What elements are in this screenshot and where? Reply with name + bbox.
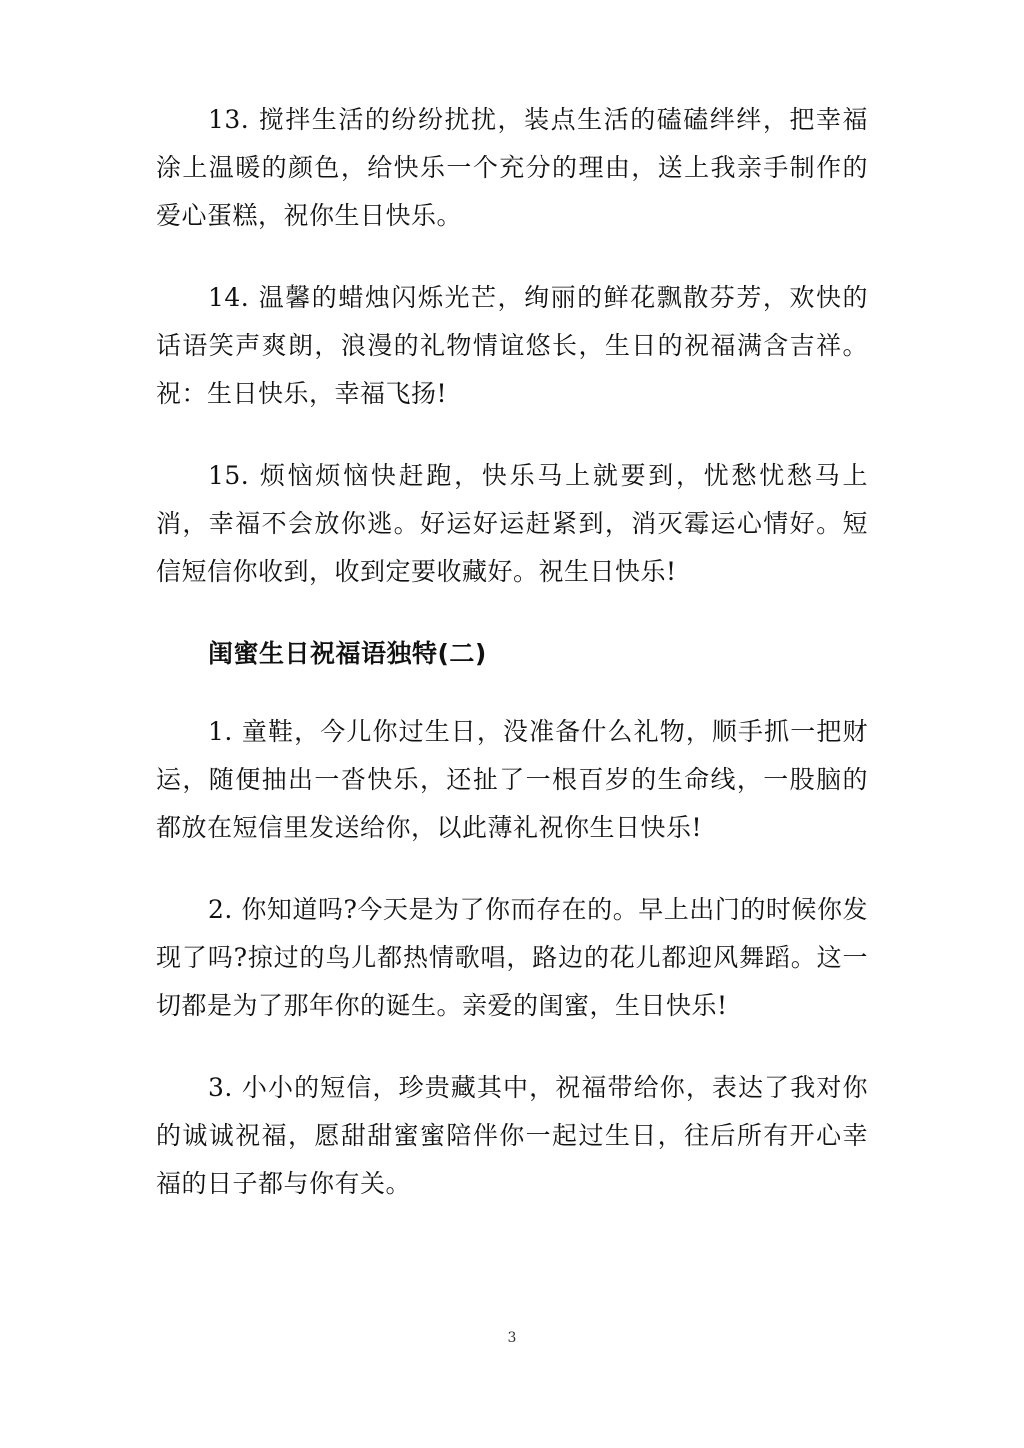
document-body: [156, 96, 868, 1242]
paragraph-13: 13. 搅拌生活的纷纷扰扰，装点生活的磕磕绊绊，把幸福涂上温暖的颜色，给快乐一个充分的理由，送上我亲手制作的爱心蛋糕，祝你生日快乐。: [156, 105, 868, 230]
page-number: 3: [507, 1330, 517, 1346]
paragraph-2: 2. 你知道吗?今天是为了你而存在的。早上出门的时候你发现了吗?掠过的鸟儿都热情歌唱，路边的花儿都迎风舞蹈。这一切都是为了那年你的诞生。亲爱的闺蜜，生日快乐!: [156, 895, 868, 1020]
paragraph-3: 3. 小小的短信，珍贵藏其中，祝福带给你，表达了我对你的诚诚祝福，愿甜甜蜜蜜陪伴你一起过生日，往后所有开心幸福的日子都与你有关。: [156, 1073, 868, 1198]
paragraph-14: 14. 温馨的蜡烛闪烁光芒，绚丽的鲜花飘散芬芳，欢快的话语笑声爽朗，浪漫的礼物情谊悠长，生日的祝福满含吉祥。祝：生日快乐，幸福飞扬!: [156, 283, 868, 408]
paragraph-1: 1. 童鞋，今儿你过生日，没准备什么礼物，顺手抓一把财运，随便抽出一沓快乐，还扯了一根百岁的生命线，一股脑的都放在短信里发送给你，以此薄礼祝你生日快乐!: [156, 717, 868, 842]
paragraph-15: 15. 烦恼烦恼快赶跑，快乐马上就要到，忧愁忧愁马上消，幸福不会放你逃。好运好运赶紧到，消灭霉运心情好。短信短信你收到，收到定要收藏好。祝生日快乐!: [156, 461, 868, 586]
section-heading: 闺蜜生日祝福语独特(二): [208, 639, 487, 668]
